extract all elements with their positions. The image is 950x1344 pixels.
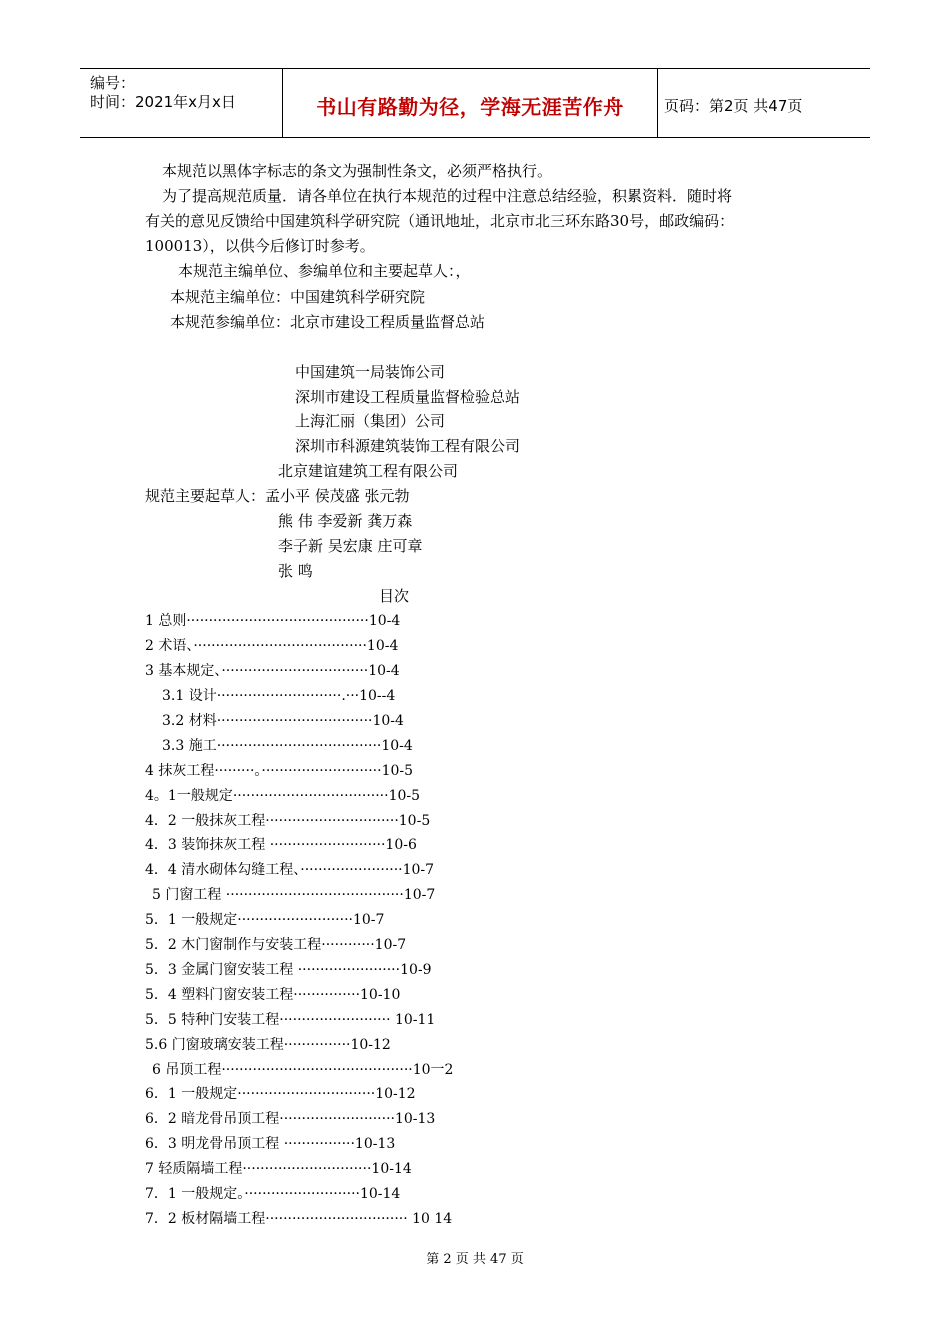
- toc-entry: 7 轻质隔墙工程·····························10-14: [145, 1161, 412, 1177]
- toc-entry: 6．3 明龙骨吊顶工程 ················10-13: [145, 1136, 396, 1152]
- number-label: 编号：: [90, 74, 136, 92]
- header-page-cell: [658, 69, 870, 137]
- body-line: 有关的意见反馈给中国建筑科学研究院（通讯地址，北京市北三环东路30号，邮政编码：: [145, 212, 735, 230]
- participant-line: 北京建谊建筑工程有限公司: [278, 462, 459, 480]
- toc-entry: 3.2 材料···································10-4: [162, 713, 404, 729]
- toc-entry: 3.3 施工·····································10-4: [162, 738, 413, 754]
- toc-entry: 4。1一般规定···································10-5: [145, 788, 421, 804]
- participant-line: 深圳市建设工程质量监督检验总站: [295, 388, 521, 406]
- toc-entry: 3.1 设计····························.···10--4: [162, 688, 396, 704]
- page-footer: 第 2 页 共 47 页: [426, 1252, 524, 1267]
- header-motto-cell: [282, 69, 658, 137]
- toc-entry: 4．4 清水砌体勾缝工程、·······················10-7: [145, 862, 435, 878]
- toc-entry: 7．1 一般规定。··························10-14: [145, 1186, 401, 1202]
- body-line: 为了提高规范质量．请各单位在执行本规范的过程中注意总结经验，积累资料．随时将: [162, 187, 733, 205]
- date-label: 时间：2021年x月x日: [90, 93, 236, 111]
- participant-line: 深圳市科源建筑装饰工程有限公司: [295, 437, 521, 455]
- drafters-line: 李子新 吴宏康 庄可章: [278, 537, 423, 555]
- toc-entry: 4 抹灰工程·········。···························10-5: [145, 763, 414, 779]
- toc-entry: 4．3 装饰抹灰工程 ··························10-6: [145, 837, 417, 853]
- body-line: 本规范主编单位：中国建筑科学研究院: [170, 288, 426, 306]
- toc-entry: 6．2 暗龙骨吊顶工程··························10-13: [145, 1111, 436, 1127]
- toc-title: 目次: [379, 587, 410, 605]
- toc-entry: 5 门窗工程 ········································10-7: [152, 887, 436, 903]
- toc-entry: 4．2 一般抹灰工程······························10-5: [145, 813, 431, 829]
- toc-entry: 2 术语、·······································10-4: [145, 638, 399, 654]
- toc-entry: 3 基本规定、·································10-4: [145, 663, 400, 679]
- toc-entry: 5．3 金属门窗安装工程 ·······················10-9: [145, 962, 432, 978]
- toc-entry: 1 总则·········································10-4: [145, 613, 401, 629]
- drafters-line: 张 鸣: [278, 562, 313, 580]
- drafters-line: 熊 伟 李爱新 龚万森: [278, 512, 413, 530]
- toc-entry: 6 吊顶工程···········································10一2: [152, 1062, 454, 1078]
- participant-line: 中国建筑一局装饰公司: [295, 363, 446, 381]
- motto-text: 书山有路勤为径，学海无涯苦作舟: [316, 95, 624, 119]
- toc-entry: 7．2 板材隔墙工程································ 10 14: [145, 1211, 453, 1227]
- page-info: 页码：第2页 共47页: [664, 97, 803, 115]
- toc-entry: 6．1 一般规定·······························10-12: [145, 1086, 416, 1102]
- body-line: 本规范参编单位：北京市建设工程质量监督总站: [170, 313, 486, 331]
- drafters-line: 规范主要起草人：孟小平 侯茂盛 张元勃: [145, 487, 410, 505]
- header-meta-cell: [80, 69, 282, 137]
- body-line: 100013），以供今后修订时参考。: [145, 237, 375, 255]
- participant-line: 上海汇丽（集团）公司: [295, 412, 446, 430]
- toc-entry: 5．1 一般规定··························10-7: [145, 912, 385, 928]
- toc-entry: 5．4 塑料门窗安装工程···············10-10: [145, 987, 401, 1003]
- body-line: 本规范以黑体字标志的条文为强制性条文，必须严格执行。: [162, 162, 553, 180]
- page-header: [80, 68, 870, 138]
- toc-entry: 5．2 木门窗制作与安装工程············10-7: [145, 937, 407, 953]
- toc-entry: 5．5 特种门安装工程························· 10-11: [145, 1012, 436, 1028]
- toc-entry: 5.6 门窗玻璃安装工程···············10-12: [145, 1037, 391, 1053]
- body-line: 本规范主编单位、参编单位和主要起草人：，: [178, 262, 471, 280]
